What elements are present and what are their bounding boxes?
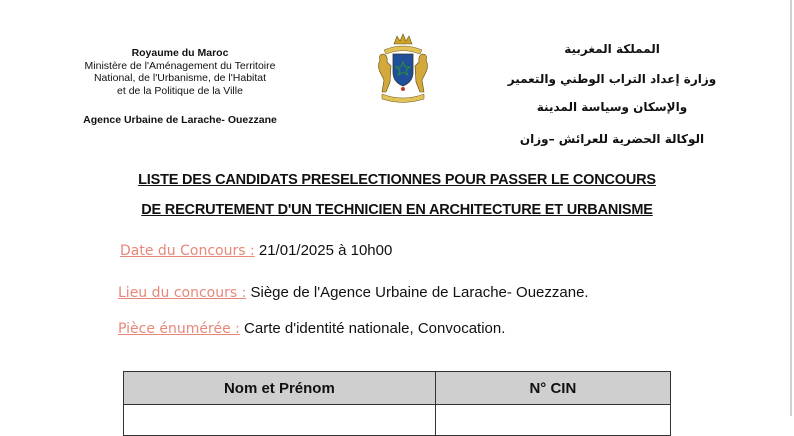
ministry-line-1: Ministère de l'Aménagement du Territoire: [84, 59, 276, 72]
table-cell: [124, 405, 436, 436]
exam-date-value: 21/01/2025 à 10h00: [258, 242, 393, 259]
column-header-name: Nom et Prénom: [124, 372, 436, 405]
document-title-line-1: LISTE DES CANDIDATS PRESELECTIONNES POUR PASSER LE CONCOURS: [138, 172, 656, 188]
candidates-table: [123, 371, 671, 436]
document-title-line-2: DE RECRUTEMENT D'UN TECHNICIEN EN ARCHITECTURE ET URBANISME: [141, 202, 653, 218]
header-left: [40, 47, 320, 126]
ministry-line-2: National, de l'Urbanisme, de l'Habitat: [93, 72, 267, 84]
agency-ar: الوكالة الحضرية للعرائش –وزان: [519, 132, 705, 146]
required-documents: [118, 320, 505, 337]
exam-place: [118, 284, 589, 301]
agency-fr: Agence Urbaine de Larache- Ouezzane: [83, 114, 277, 126]
kingdom-ar: المملكة المغربية: [564, 42, 660, 56]
exam-place-value: Siège de l'Agence Urbaine de Larache- Ouezzane.: [250, 284, 589, 301]
table-row: [124, 405, 671, 436]
ministry-line-3: et de la Politique de la Ville: [117, 84, 243, 97]
page-edge-divider: [790, 0, 792, 416]
exam-place-label: Lieu du concours :: [118, 285, 247, 301]
column-header-cin: N° CIN: [435, 372, 670, 405]
table-cell: [435, 405, 670, 436]
required-documents-label: Pièce énumérée :: [118, 321, 240, 337]
coat-of-arms-icon: [374, 32, 432, 106]
exam-date: [120, 242, 392, 259]
kingdom-fr: Royaume du Maroc: [131, 47, 229, 59]
ministry-ar-line-1: وزارة إعداد التراب الوطني والتعمير: [507, 72, 717, 86]
ministry-ar-line-2: والإسكان وسياسة المدينة: [536, 100, 688, 114]
table-header-row: [124, 372, 671, 405]
exam-date-label: Date du Concours :: [120, 243, 255, 259]
required-documents-value: Carte d'identité nationale, Convocation.: [244, 320, 506, 337]
